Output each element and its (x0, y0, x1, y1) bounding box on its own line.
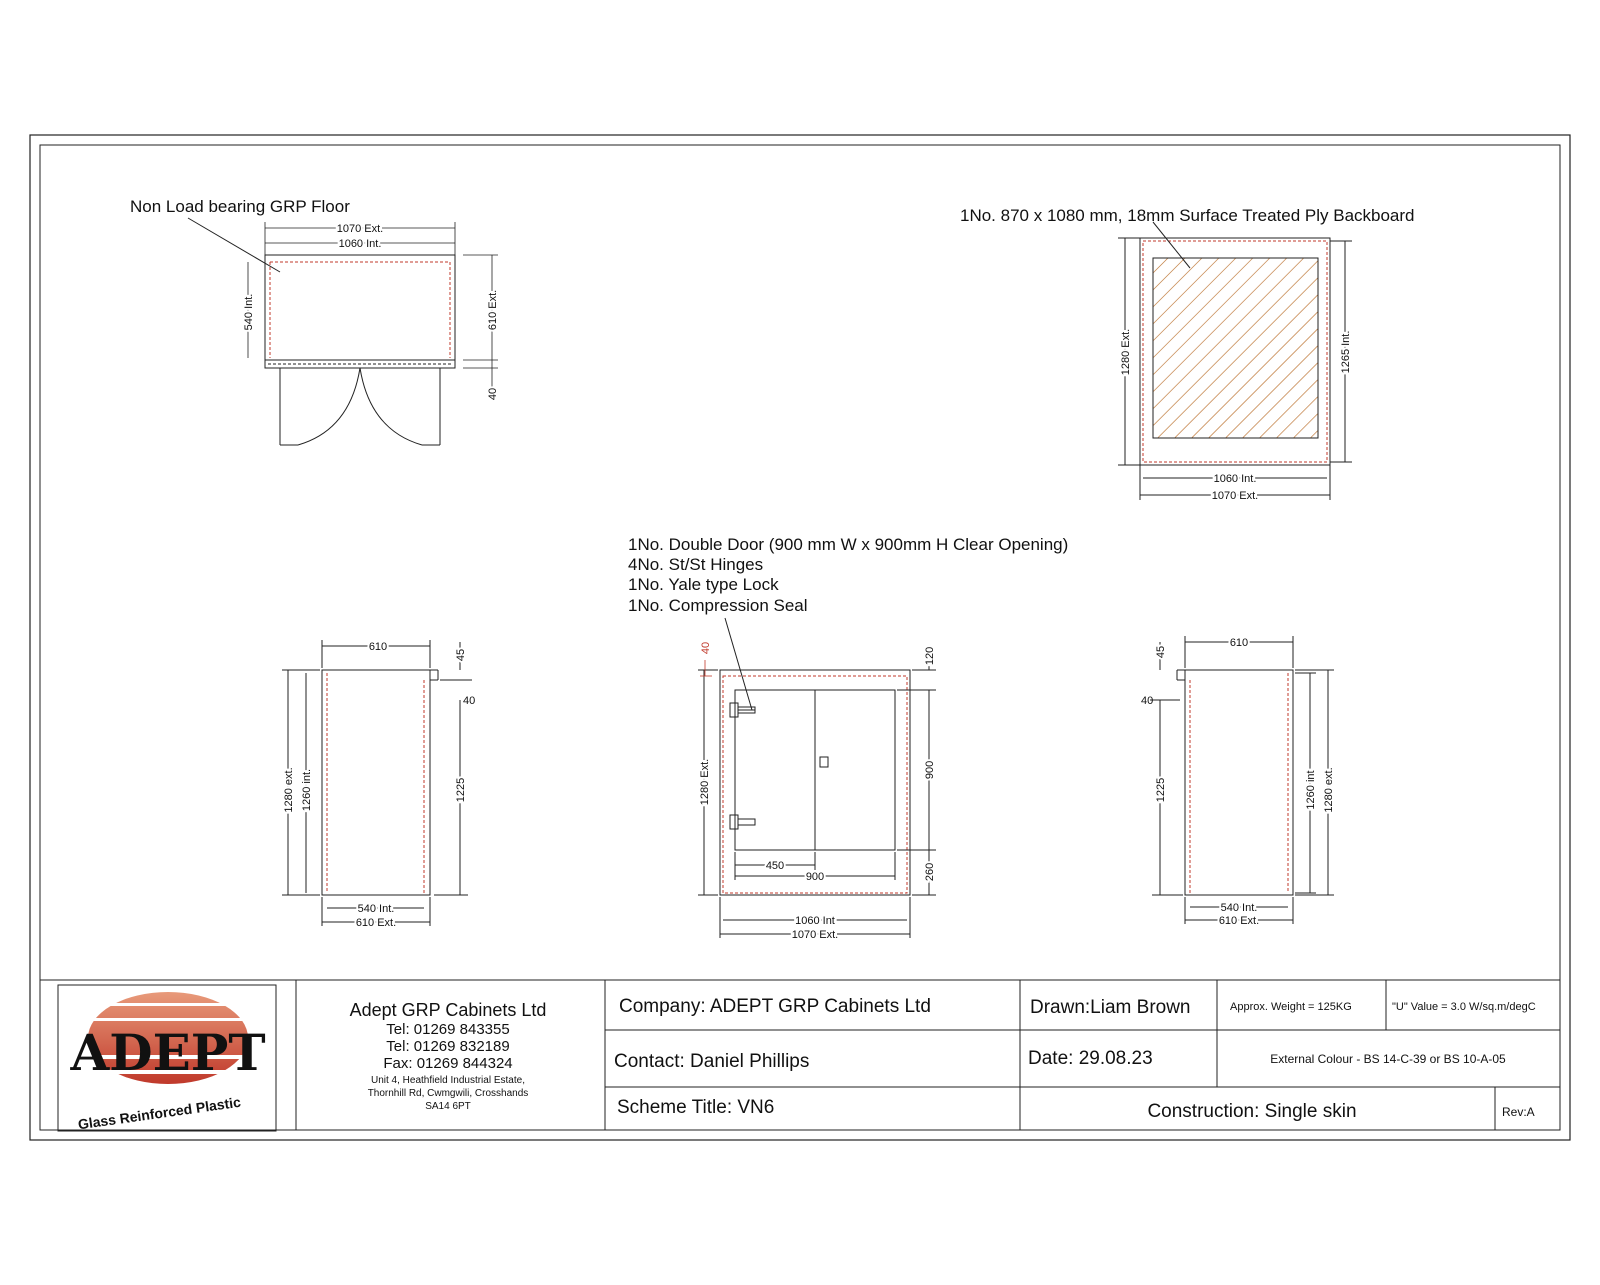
front-ext-height: 1280 Ext. (699, 758, 711, 806)
company-field: Company: ADEPT GRP Cabinets Ltd (619, 996, 931, 1017)
backboard-hatch (1153, 258, 1318, 438)
left-step: 40 (463, 695, 476, 707)
scheme-field: Scheme Title: VN6 (617, 1097, 775, 1118)
logo-text: ADEPT (70, 1023, 266, 1082)
adept-logo (69, 992, 265, 1132)
inner-border (40, 145, 1560, 1130)
plan-plinth: 40 (487, 387, 499, 401)
tel-2: Tel: 01269 832189 (386, 1038, 510, 1055)
left-roof: 45 (455, 648, 467, 662)
right-height: 1225 (1155, 777, 1167, 803)
door-spec-line: 1No. Compression Seal (628, 596, 808, 615)
drawn-field: Drawn:Liam Brown (1030, 997, 1191, 1018)
front-bottom: 260 (924, 862, 936, 882)
front-top-red: 40 (700, 641, 712, 655)
plan-ext-depth: 610 Ext. (487, 289, 499, 331)
door-spec-notes (628, 535, 1068, 615)
front-top: 120 (924, 646, 936, 666)
plan-int-depth: 540 Int. (243, 293, 255, 331)
left-int-depth: 540 Int. (357, 903, 395, 915)
right-int-height: 1260 int (1305, 770, 1317, 810)
back-int-height: 1265 Int. (1340, 330, 1352, 374)
right-roof: 45 (1155, 645, 1167, 659)
plan-ext-width: 1070 Ext. (336, 223, 384, 235)
right-ext-depth: 610 Ext. (1218, 915, 1260, 927)
left-int-height: 1260 int. (301, 768, 313, 812)
date-field: Date: 29.08.23 (1028, 1048, 1153, 1069)
front-view (698, 618, 936, 938)
front-opening-width: 900 (805, 871, 825, 883)
outer-border (30, 135, 1570, 1140)
left-top: 610 (368, 641, 388, 653)
left-height: 1225 (455, 777, 467, 803)
floor-note: Non Load bearing GRP Floor (130, 197, 350, 216)
tel-1: Tel: 01269 843355 (386, 1021, 510, 1038)
logo-tagline: Glass Reinforced Plastic (76, 1093, 242, 1133)
back-view (1118, 222, 1352, 500)
address-line: Unit 4, Heathfield Industrial Estate, (371, 1075, 525, 1086)
door-spec-line: 4No. St/St Hinges (628, 555, 764, 574)
right-step: 40 (1141, 695, 1154, 707)
address-line: SA14 6PT (425, 1101, 471, 1112)
front-top-red-dim (700, 660, 712, 676)
address-line: Thornhill Rd, Cwmgwili, Crosshands (367, 1088, 529, 1099)
front-int-width: 1060 Int (795, 915, 835, 927)
rev-field: Rev:A (1502, 1105, 1535, 1119)
fax: Fax: 01269 844324 (383, 1055, 513, 1072)
u-value-field: "U" Value = 3.0 W/sq.m/degC (1392, 1001, 1536, 1013)
plan-view (188, 218, 455, 445)
back-ext-height: 1280 Ext. (1120, 328, 1132, 376)
right-int-depth: 540 Int. (1220, 902, 1258, 914)
front-opening-height: 900 (924, 760, 936, 780)
right-ext-height: 1280 ext. (1323, 767, 1335, 813)
left-ext-height: 1280 ext. (283, 767, 295, 813)
contact-field: Contact: Daniel Phillips (614, 1051, 810, 1072)
plan-int-width: 1060 Int. (338, 238, 382, 250)
right-top: 610 (1229, 637, 1249, 649)
front-leaf: 450 (765, 860, 785, 872)
front-ext-width: 1070 Ext. (791, 929, 839, 941)
weight-field: Approx. Weight = 125KG (1230, 1001, 1352, 1013)
back-ext-width: 1070 Ext. (1211, 490, 1259, 502)
company-name: Adept GRP Cabinets Ltd (349, 1000, 547, 1020)
door-spec-line: 1No. Yale type Lock (628, 575, 779, 594)
colour-field: External Colour - BS 14-C-39 or BS 10-A-05 (1270, 1052, 1506, 1066)
left-ext-depth: 610 Ext. (355, 917, 397, 929)
door-spec-line: 1No. Double Door (900 mm W x 900mm H Clear Opening) (628, 535, 1069, 554)
construction-field: Construction: Single skin (1147, 1101, 1357, 1122)
backboard-note: 1No. 870 x 1080 mm, 18mm Surface Treated Ply Backboard (960, 206, 1415, 225)
back-int-width: 1060 Int. (1213, 473, 1257, 485)
